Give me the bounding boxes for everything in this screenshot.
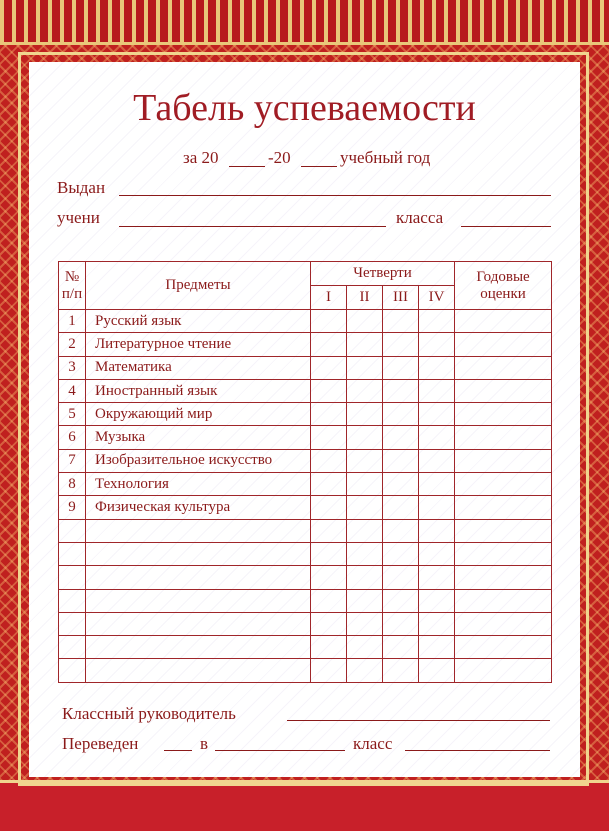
quarter-grade-cell[interactable] — [347, 566, 383, 589]
row-number: 7 — [59, 449, 86, 472]
quarter-grade-cell[interactable] — [383, 426, 419, 449]
table-row — [59, 379, 552, 402]
subject-name — [86, 659, 311, 682]
quarter-header: I — [311, 286, 347, 310]
page-title: Табель успеваемости — [133, 87, 476, 129]
row-number — [59, 589, 86, 612]
quarter-grade-cell[interactable] — [419, 356, 455, 379]
row-number: 3 — [59, 356, 86, 379]
quarter-grade-cell[interactable] — [419, 426, 455, 449]
quarter-grade-cell[interactable] — [311, 612, 347, 635]
quarter-grade-cell[interactable] — [347, 379, 383, 402]
year-middle: -20 — [268, 148, 291, 167]
col-quarters-header: Четверти — [311, 262, 455, 286]
subject-name: Русский язык — [86, 310, 311, 333]
annual-grade-cell[interactable] — [455, 356, 552, 379]
table-row — [59, 310, 552, 333]
row-number — [59, 519, 86, 542]
quarter-grade-cell[interactable] — [383, 589, 419, 612]
year-end-field[interactable] — [301, 166, 337, 167]
quarter-grade-cell[interactable] — [419, 449, 455, 472]
quarter-grade-cell[interactable] — [419, 589, 455, 612]
quarter-grade-cell[interactable] — [383, 566, 419, 589]
quarter-grade-cell[interactable] — [347, 612, 383, 635]
quarter-grade-cell[interactable] — [419, 496, 455, 519]
quarter-grade-cell[interactable] — [347, 473, 383, 496]
annual-grade-cell[interactable] — [455, 403, 552, 426]
quarter-grade-cell[interactable] — [311, 566, 347, 589]
table-row — [59, 496, 552, 519]
table-row — [59, 356, 552, 379]
table-row — [59, 426, 552, 449]
footer-class-label: класс — [353, 734, 393, 753]
quarter-grade-cell[interactable] — [347, 659, 383, 682]
annual-grade-cell[interactable] — [455, 496, 552, 519]
teacher-label: Классный руководитель — [62, 704, 236, 723]
quarter-grade-cell[interactable] — [347, 403, 383, 426]
quarter-grade-cell[interactable] — [383, 356, 419, 379]
col-annual-header: Годовые оценки — [455, 262, 552, 310]
row-number — [59, 542, 86, 565]
quarter-grade-cell[interactable] — [347, 310, 383, 333]
year-start-field[interactable] — [229, 166, 265, 167]
quarter-grade-cell[interactable] — [383, 659, 419, 682]
col-number-header: № п/п — [59, 262, 86, 310]
class-label: класса — [396, 208, 444, 227]
annual-grade-cell[interactable] — [455, 566, 552, 589]
subject-name: Окружающий мир — [86, 403, 311, 426]
transferred-grade-field[interactable] — [164, 750, 192, 751]
annual-grade-cell[interactable] — [455, 426, 552, 449]
quarter-grade-cell[interactable] — [383, 542, 419, 565]
transferred-class-field[interactable] — [215, 750, 345, 751]
table-row — [59, 589, 552, 612]
quarter-grade-cell[interactable] — [383, 333, 419, 356]
annual-grade-cell[interactable] — [455, 612, 552, 635]
subject-name: Физическая культура — [86, 496, 311, 519]
row-number: 2 — [59, 333, 86, 356]
quarter-grade-cell[interactable] — [419, 403, 455, 426]
subject-name: Музыка — [86, 426, 311, 449]
row-number: 8 — [59, 473, 86, 496]
quarter-grade-cell[interactable] — [311, 449, 347, 472]
table-row — [59, 449, 552, 472]
annual-grade-cell[interactable] — [455, 310, 552, 333]
quarter-grade-cell[interactable] — [383, 612, 419, 635]
quarter-grade-cell[interactable] — [419, 379, 455, 402]
row-number: 4 — [59, 379, 86, 402]
quarter-grade-cell[interactable] — [347, 636, 383, 659]
table-row — [59, 333, 552, 356]
quarter-grade-cell[interactable] — [311, 403, 347, 426]
quarter-grade-cell[interactable] — [347, 496, 383, 519]
quarter-grade-cell[interactable] — [311, 426, 347, 449]
annual-grade-cell[interactable] — [455, 659, 552, 682]
quarter-grade-cell[interactable] — [347, 356, 383, 379]
quarter-grade-cell[interactable] — [383, 379, 419, 402]
quarter-grade-cell[interactable] — [311, 356, 347, 379]
quarter-grade-cell[interactable] — [383, 519, 419, 542]
quarter-grade-cell[interactable] — [383, 449, 419, 472]
student-label: учени — [57, 208, 100, 227]
annual-grade-cell[interactable] — [455, 519, 552, 542]
quarter-grade-cell[interactable] — [311, 379, 347, 402]
table-row — [59, 542, 552, 565]
issued-field[interactable] — [119, 195, 551, 196]
annual-grade-cell[interactable] — [455, 542, 552, 565]
quarter-grade-cell[interactable] — [383, 636, 419, 659]
annual-grade-cell[interactable] — [455, 636, 552, 659]
table-row — [59, 519, 552, 542]
quarter-grade-cell[interactable] — [419, 566, 455, 589]
table-row — [59, 566, 552, 589]
subject-name — [86, 542, 311, 565]
quarter-grade-cell[interactable] — [311, 636, 347, 659]
subject-name — [86, 636, 311, 659]
footer-class-field[interactable] — [405, 750, 550, 751]
table-row — [59, 659, 552, 682]
quarter-grade-cell[interactable] — [347, 542, 383, 565]
row-number: 5 — [59, 403, 86, 426]
subject-name: Математика — [86, 356, 311, 379]
quarter-grade-cell[interactable] — [383, 310, 419, 333]
quarter-header: IV — [419, 286, 455, 310]
in-label: в — [200, 734, 209, 753]
annual-grade-cell[interactable] — [455, 379, 552, 402]
quarter-grade-cell[interactable] — [311, 589, 347, 612]
row-number — [59, 636, 86, 659]
subject-name — [86, 566, 311, 589]
quarter-grade-cell[interactable] — [419, 659, 455, 682]
subject-name: Иностранный язык — [86, 379, 311, 402]
bottom-ornament-band — [0, 780, 609, 831]
row-number: 6 — [59, 426, 86, 449]
quarter-grade-cell[interactable] — [311, 542, 347, 565]
annual-grade-cell[interactable] — [455, 589, 552, 612]
year-prefix: за 20 — [183, 148, 219, 167]
quarter-header: II — [347, 286, 383, 310]
row-number: 9 — [59, 496, 86, 519]
quarter-grade-cell[interactable] — [311, 333, 347, 356]
subject-name: Технология — [86, 473, 311, 496]
annual-grade-cell[interactable] — [455, 333, 552, 356]
quarter-grade-cell[interactable] — [419, 333, 455, 356]
subject-name — [86, 519, 311, 542]
quarter-header: III — [383, 286, 419, 310]
top-ornament-band — [0, 0, 609, 45]
quarter-grade-cell[interactable] — [311, 659, 347, 682]
subject-name — [86, 589, 311, 612]
table-row — [59, 636, 552, 659]
quarter-grade-cell[interactable] — [347, 519, 383, 542]
table-row — [59, 612, 552, 635]
subject-name — [86, 612, 311, 635]
quarter-grade-cell[interactable] — [311, 519, 347, 542]
quarter-grade-cell[interactable] — [311, 310, 347, 333]
quarter-grade-cell[interactable] — [419, 636, 455, 659]
quarter-grade-cell[interactable] — [419, 310, 455, 333]
quarter-grade-cell[interactable] — [383, 496, 419, 519]
issued-label: Выдан — [57, 178, 106, 197]
quarter-grade-cell[interactable] — [419, 612, 455, 635]
year-suffix: учебный год — [340, 148, 431, 167]
quarter-grade-cell[interactable] — [383, 473, 419, 496]
subject-name: Изобразительное искусство — [86, 449, 311, 472]
subject-name: Литературное чтение — [86, 333, 311, 356]
table-row — [59, 403, 552, 426]
quarter-grade-cell[interactable] — [419, 473, 455, 496]
teacher-field[interactable] — [287, 720, 550, 721]
annual-grade-cell[interactable] — [455, 449, 552, 472]
row-number: 1 — [59, 310, 86, 333]
row-number — [59, 566, 86, 589]
grades-table — [58, 261, 552, 683]
quarter-grade-cell[interactable] — [383, 403, 419, 426]
quarter-grade-cell[interactable] — [419, 542, 455, 565]
quarter-grade-cell[interactable] — [347, 449, 383, 472]
col-subjects-header: Предметы — [86, 262, 311, 310]
table-row — [59, 473, 552, 496]
student-field[interactable] — [119, 226, 386, 227]
transferred-label: Переведен — [62, 734, 139, 753]
quarter-grade-cell[interactable] — [347, 333, 383, 356]
row-number — [59, 659, 86, 682]
annual-grade-cell[interactable] — [455, 473, 552, 496]
quarter-grade-cell[interactable] — [311, 473, 347, 496]
row-number — [59, 612, 86, 635]
quarter-grade-cell[interactable] — [347, 589, 383, 612]
class-field[interactable] — [461, 226, 551, 227]
quarter-grade-cell[interactable] — [347, 426, 383, 449]
quarter-grade-cell[interactable] — [311, 496, 347, 519]
quarter-grade-cell[interactable] — [419, 519, 455, 542]
